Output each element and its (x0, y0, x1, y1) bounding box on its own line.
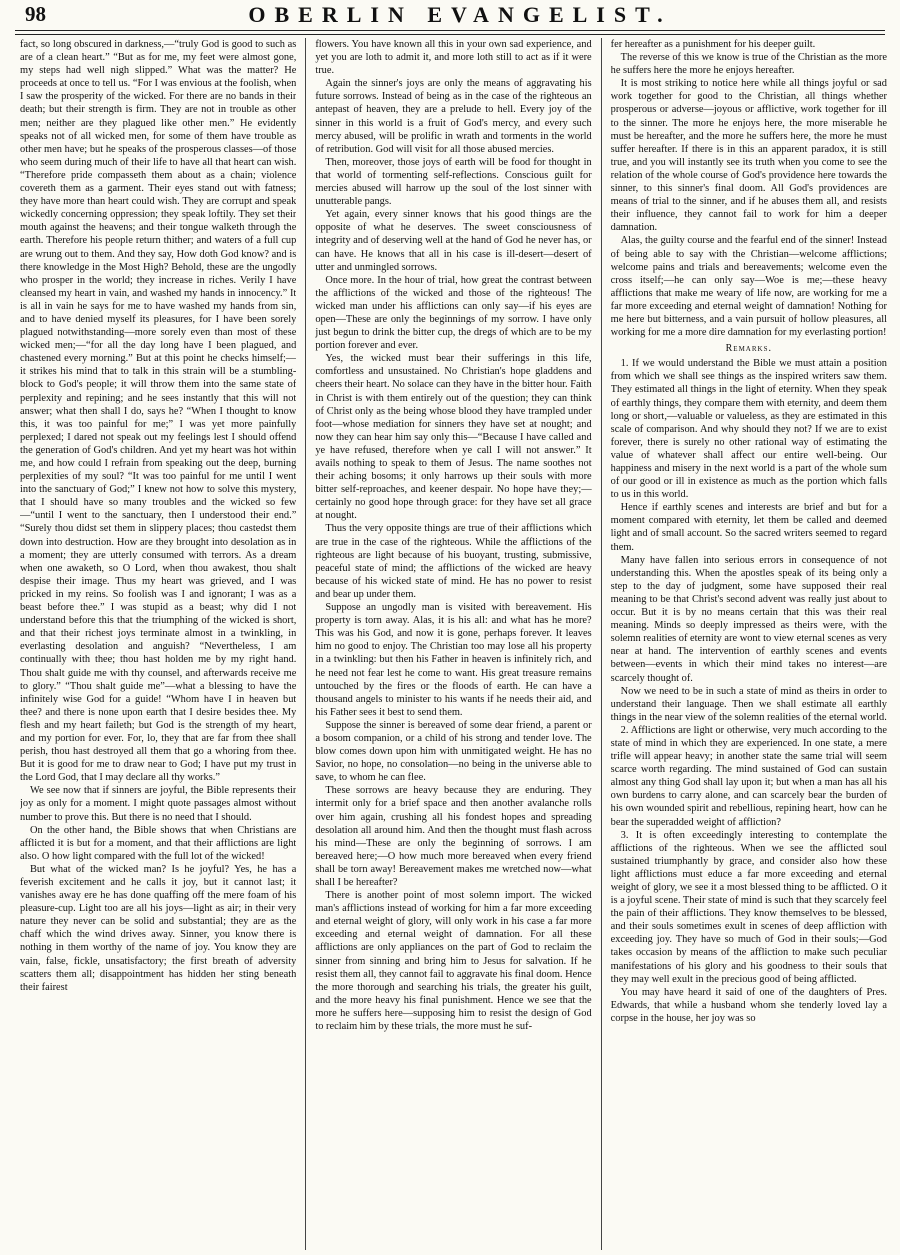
remark-paragraph: You may have heard it said of one of the daughters of Pres. Edwards, that while a husband whom she tenderly loved lay a corpse in the house, her joy was so (610, 986, 887, 1024)
column-1 (20, 38, 296, 1250)
paragraph: flowers. You have known all this in your own sad experience, and yet you are loth to admit it, and more loth still to act as if it were true. (315, 39, 592, 77)
paragraph: These sorrows are heavy because they are enduring. They intermit only for a brief space and then another avalanche rolls over him again, crushing all his fondest hopes and spreading desolation all around him. And then the thought must flash across his mind—These are only the beginning of sorrows. I am bereaved here;—O how much more bereaved when every friend shall be torn away! Bereavement makes me wretched now—what shall I be hereafter? (315, 785, 592, 888)
remark-paragraph: 2. Afflictions are light or otherwise, very much according to the state of mind in which they are experienced. In one state, a mere trifle will appear heavy; in another state the same trial will seem scarce worth regarding. The mind sustained of God can sustain almost any thing God shall lay upon it; but when a man has all his own burdens to carry alone, and can scarcely bear the burden of his own wounded spirit and rebellious, repining heart, how can he bear the superadded weight of affliction? (610, 724, 887, 828)
column-divider (305, 38, 306, 1250)
column-2 (315, 38, 591, 1250)
remarks-heading: Remarks. (725, 343, 772, 355)
paragraph: fer hereafter as a punishment for his deeper guilt. (610, 39, 816, 50)
paragraph: The reverse of this we know is true of the Christian as the more he suffers here the more he enjoys hereafter. (610, 52, 887, 77)
remark-paragraph: Hence if earthly scenes and interests are brief and but for a moment compared with eternity, let them be called and deemed light and of small account. So the sacred writers seemed to regard them. (610, 502, 887, 553)
text-columns (20, 38, 887, 1250)
paragraph: But what of the wicked man? Is he joyful? Yes, he has a feverish excitement and he calls it joy, but it cannot last; it vanishes away ere he has done quaffing off the mere foam of his pleasure-cup. Light too are all his joys—light as air; in their very nature they never can be solid and substantial; they are as the chaff which the wind drives away. Sinner, you know there is nothing in them worthy of the name of joy. You know they are vain, false, fickle, unsatisfactory; the first breath of adversity scatters them all; disappointment has hidden her sting beneath their fairest (20, 863, 297, 993)
remark-paragraph: 3. It is often exceedingly interesting to contemplate the afflictions of the righteous. When we see the afflicted soul sustained triumphantly by grace, and consider also how these light afflictions must educe a far more exceeding and eternal weight of glory, we see it a most blessed thing to be afflicted. O it is a joyful scene. Their state of mind is such that they scarcely feel the pain of their afflictions. They know themselves to be blessed, and their souls sometimes exult in scenes of deep affliction with exceeding joy. They have so much of God in their souls;—God takes occasion by means of the affliction to make such peculiar manifestations of his glory and his goodness to their souls that they may well exult in the precious good of being afflicted. (610, 829, 887, 985)
paragraph: Alas, the guilty course and the fearful end of the sinner! Instead of being able to say with the Christian—welcome afflictions; welcome pains and trials and bereavements; welcome even the cross itself;—he can only say—Woe is me;—these heavy afflictions that make me weary of life now, are working for me a far more exceeding and eternal weight of damnation! Nothing for me here but bitterness, and a vain pursuit of hollow pleasures, all working for me a more dire damnation for my everlasting portion! (610, 235, 887, 339)
paragraph: Yes, the wicked must bear their sufferings in this life, comfortless and unsustained. No Christian's hope gladdens and cheers their heart. No solace can they have in the bitter hour. Faith in Christ is with them entirely out of the question; they can think of Christ only as the being whose blood they have trampled under foot—whose mediation for sinners they have set at nought; and now they can hear him say only this—“Because I have called and ye have refused, therefore when ye call I will not answer.” It avails nothing to speak to them of Jesus. The name soothes not their aching bosoms; it only harrows up their souls with more bitter self-reproaches, and keener despair. No hope have they;—certainly no good hope through grace: for they have set all grace at nought. (315, 353, 592, 522)
paragraph: Again the sinner's joys are only the means of aggravating his future sorrows. Instead of being as in the case of the righteous an antepast of heaven, they are a prelude to hell. Every joy of the sinner in this world is a fruit of God's mercy, and every such mercy abused, will be prolific in wrath and torments in the world of retribution. God will visit for all those abused mercies. (315, 78, 592, 155)
remark-paragraph: Many have fallen into serious errors in consequence of not understanding this. When the apostles speak of its being only a step to the day of judgment, some have supposed their real meaning to be that Christ's second advent was really just about to occur. But it is by no means certain that this was their real meaning. Minds so deeply impressed as theirs were, with the solemn realities of eternity are wont to view eternal scenes as very near at hand. The intervention of earthly scenes and events between—events in which their mind takes no interest—are scarcely thought of. (610, 554, 887, 684)
header-rule-thin (15, 34, 885, 35)
column-divider (601, 38, 602, 1250)
paragraph: On the other hand, the Bible shows that when Christians are afflicted it is but for a moment, and that their afflictions are light also. O how light compared with the full lot of the wicked! (20, 824, 297, 862)
column-3 (611, 38, 887, 1250)
remark-paragraph: Now we need to be in such a state of mind as theirs in order to understand their language. Then we shall estimate all earthly things in the near view of the solemn realities of the eternal world. (610, 685, 887, 723)
header-rule (15, 30, 885, 31)
page-number: 98 (25, 2, 46, 26)
remark-paragraph: 1. If we would understand the Bible we must attain a position from which we shall see things as the inspired writers saw them. They estimated all things in the light of eternity. When they speak of earthly things, they compare them with eternity, and deem them long or short,—valuable or valueless, as they are estimated in this scale of comparison. And why should they not? If we are to exist forever, there is surely no other rational way of estimating the value of whatever shall affect our entire well-being. Our happiness and misery in the next world is a part of the whole sum of our good or ill in existence as much as the portion which falls to us in this world. (610, 358, 887, 501)
page-header (15, 2, 885, 28)
masthead-title: OBERLIN EVANGELIST. (248, 2, 672, 27)
paragraph: Thus the very opposite things are true of their afflictions which are true in the case of the righteous. While the afflictions of the righteous are light because of his buoyant, trusting, submissive, peaceful state of mind; the afflictions of the wicked are heavy because of his wicked state of mind. He has no power to resist and bear up under them. (315, 523, 592, 600)
paragraph: Suppose the sinner is bereaved of some dear friend, a parent or a bosom companion, or a child of his strong and tender love. The blow comes down upon him with unmitigated weight. He has no Savior, no hope, no consolation—no being in the universe able to save, to whom he can flee. (315, 719, 592, 784)
paragraph: It is most striking to notice here while all things joyful or sad work together for good to the Christian, all things whether prosperous or adverse—joyous or afflictive, work together for ill to the sinner. The more he enjoys here, the more miserable he must be hereafter, and the more he suffers here, the more he must suffer hereafter. If there is in this an apparent paradox, it is still true, and you will instantly see its truth when you come to see the relation of the whole course of God's providence here towards the sinner, to this sinner's final doom. All God's providences are means of trial to the sinner, and if he abuses them all, and resists their influence, they cannot fail to work for him a deeper damnation. (610, 78, 887, 234)
paragraph: We see now that if sinners are joyful, the Bible represents their joy as only for a moment. I might quote passages almost without number to prove this. But there is no need that I should. (20, 785, 297, 823)
paragraph: Once more. In the hour of trial, how great the contrast between the afflictions of the wicked and those of the righteous! The wicked man under his afflictions can only say—if his eyes are open—These are only the beginnings of my sorrow. I have only just begun to drink the bitter cup, the dregs of which are to be my portion forever and ever. (315, 274, 592, 352)
paragraph: fact, so long obscured in darkness,—“truly God is good to such as are of a clean heart.” “But as for me, my feet were almost gone, my steps had well nigh slipped.” What was the matter? He proceeds at once to tell us. “For I was envious at the foolish, when I saw the prosperity of the wicked. For there are no bands in their death; but their strength is firm. They are not in trouble as other men; neither are they plagued like other men.” He evidently speaks not of all wicked men, for some of them have trouble as other men have; but he speaks of the prosperous classes—of those who seem during much of their life to have all that heart can wish. “Therefore pride compasseth them about as a chain; violence covereth them as a garment. Their eyes stand out with fatness; they have more than heart could wish. They are corrupt and speak wickedly concerning oppression; they speak loftily. They set their mouth against the heavens; and their tongue walketh through the earth. Therefore his people return thither; and waters of a full cup are wrung out to them. And they say, How doth God know? and is there knowledge in the Most High? Behold, these are the ungodly who prosper in the world; they increase in riches. Verily I have cleansed my heart in vain, and washed my hands in innocency.” It is all in vain he says for me to have washed my hands from sin, and to have denied myself its pleasures, for I have been sorely plagued notwithstanding—more sorely even than most of these wicked men;—“for all the day long have I been plagued, and chastened every morning.” But at this point he checks himself;—it strikes his mind that to talk in this strain will be a stumbling-block to God's people; it will throw them into the same state of perplexity and repining; and he sees instantly that this will not answer; what then shall I do, says he? “When I thought to know this, it was too painful for me;” I was yet more painfully perplexed; I dared not speak out my feelings lest I should offend the generation of God's children. And yet my heart was hot within me, and how could I refrain from speaking out the deep, burning perplexities of my soul? “It was too painful for me until I went into the sanctuary of God;” I knew not how to solve this mystery, that I should have so many troubles and the wicked so few—“until I went to the sanctuary, then I understood their end.” “Surely thou didst set them in slippery places; thou castedst them down into destruction. How are they brought into desolation as in a moment; they are utterly consumed with terrors. As a dream when one awaketh, so O Lord, when thou awakest, thou shalt despise their image. Thus my heart was grieved, and I was pricked in my reins. So foolish was I and ignorant; I was as a beast before thee.” I was stupid as a beast; why did I not understand before this that the triumphing of the wicked is short, and that their richest joys terminate almost in a twinkling, in everlasting desolation and anguish? “Nevertheless, I am continually with thee; thou hast holden me by my right hand. Thou shalt guide me with thy counsel, and afterwards receive me to glory.” “Thou shalt guide me”—what a blessing to have the infinitely wise God for a guide! “Whom have I in heaven but thee? and there is none upon earth that I desire besides thee. My flesh and my heart faileth; but God is the strength of my heart, and my portion for ever. For, lo, they that are far from thee shall perish, thou hast destroyed all them that go a whoring from thee. But it is good for me to draw near to God; I have put my trust in the Lord God, that I may declare all thy works.” (20, 39, 297, 784)
paragraph: Yet again, every sinner knows that his good things are the opposite of what he deserves. The sweet consciousness of integrity and of deserving well at the hand of God he never has, or can have. He knows that all in his case is ill-desert—desert of utter and unmingled sorrows. (315, 209, 592, 273)
paragraph: There is another point of most solemn import. The wicked man's afflictions instead of working for him a far more exceeding and eternal weight of glory, will only work in his case a far more exceeding and eternal weight of damnation. For all these afflictions are only appliances on the part of God to reclaim the sinner from sinning and bring him to Jesus for salvation. If he resist them all, they cannot fail to aggravate his final doom. Hence the more thorough and searching his trials, the greater his guilt, and the more heavy his final punishment. Hence we see that the more he suffers here—supposing him to resist the design of God to reclaim him by these trials, the more must he suf- (315, 890, 592, 1033)
paragraph: Then, moreover, those joys of earth will be food for thought in that world of tormenting self-reflections. Conscious guilt for mercies abused will harrow up the soul of the lost sinner with unutterable pangs. (315, 156, 592, 208)
paragraph: Suppose an ungodly man is visited with bereavement. His property is torn away. Alas, it is his all: and what has he more? This was his God, and now it is gone, perhaps forever. It leaves him no good to enjoy. The Christian too may lose all his property in a twinkling: but then his Father in heaven is infinitely rich, and he need not fear lest he come to want. His great treasure remains untouched by the fires or the floods of earth. He can have a thousand angels to minister to his wants if he needs their aid, and his Father sees it best to send them. (315, 602, 592, 718)
